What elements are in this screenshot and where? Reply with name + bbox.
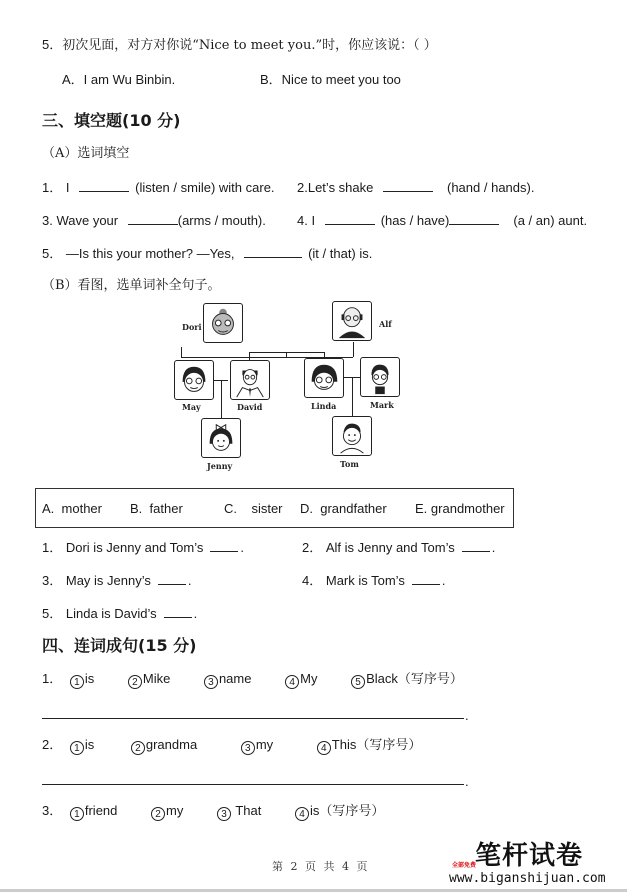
option-b <box>260 72 401 88</box>
option-text: I am Wu Binbin. <box>83 72 176 87</box>
answer-blank[interactable] <box>210 539 238 552</box>
number-circle: 2 <box>151 807 165 821</box>
period: . <box>187 573 192 588</box>
number-circle: 4 <box>317 741 331 755</box>
period: . <box>441 573 446 588</box>
connector <box>352 377 353 417</box>
word: is <box>84 737 95 752</box>
item-number: 5． <box>42 246 63 261</box>
watermark-title: 笔杆试卷 <box>475 841 584 871</box>
answer-blank[interactable] <box>412 572 440 585</box>
answer-blank[interactable] <box>128 212 178 225</box>
instruction-note: （写序号） <box>319 804 385 819</box>
item-text: Wave your <box>56 213 119 228</box>
name-label: Dori <box>182 322 202 332</box>
name-label: Linda <box>311 401 337 411</box>
word: My <box>300 671 318 686</box>
option-label: B． <box>260 72 282 87</box>
number-circle: 3 <box>241 741 255 755</box>
name-label: Tom <box>340 459 359 469</box>
question-5 <box>42 37 437 54</box>
item-number: 4. <box>297 213 308 228</box>
item-number: 2. <box>297 180 308 195</box>
fill-item-3 <box>42 212 266 229</box>
answer-blank[interactable] <box>449 212 499 225</box>
period: . <box>465 774 469 789</box>
word: name <box>218 671 252 686</box>
item-number: 3. <box>42 213 53 228</box>
portrait-david <box>230 360 270 400</box>
word: is <box>310 803 320 818</box>
item-text: I <box>311 213 316 228</box>
item-number: 4． <box>302 573 323 588</box>
option-text: Nice to meet you too <box>281 72 401 87</box>
word: friend <box>84 803 118 818</box>
word-text: grandfather <box>320 501 387 516</box>
connector <box>221 380 222 422</box>
page-number: 第 2 页 共 4 页 <box>272 860 370 873</box>
number-circle: 2 <box>131 741 145 755</box>
portrait-tom <box>332 416 372 456</box>
number-circle: 4 <box>285 675 299 689</box>
answer-blank[interactable] <box>158 572 186 585</box>
item-text: (a / an) aunt. <box>513 213 588 228</box>
answer-blank[interactable] <box>383 179 433 192</box>
word: grandma <box>145 737 198 752</box>
portrait-linda <box>304 358 344 398</box>
item-text: Dori is Jenny and Tom’s <box>65 540 204 555</box>
fill-item-5 <box>42 245 372 262</box>
word-bank-b <box>130 501 183 517</box>
name-label: David <box>237 402 263 412</box>
word: Black <box>366 671 398 686</box>
item-text: Mark is Tom’s <box>325 573 405 588</box>
word: my <box>166 803 184 818</box>
answer-blank[interactable] <box>244 245 302 258</box>
item-text: Let’s shake <box>307 180 374 195</box>
connector <box>249 352 324 353</box>
item-text: Alf is Jenny and Tom’s <box>325 540 455 555</box>
name-label: Jenny <box>207 461 233 471</box>
fill-item-1 <box>42 179 275 196</box>
fill-item-2 <box>297 179 534 196</box>
period: . <box>240 540 245 555</box>
word-text: mother <box>61 501 102 516</box>
item-number: 2． <box>302 540 323 555</box>
connector <box>181 347 182 357</box>
item-number: 1． <box>42 180 63 195</box>
item-text: (arms / mouth). <box>177 213 266 228</box>
item-text: (listen / smile) with care. <box>135 180 275 195</box>
item-text: (has / have) <box>380 213 450 228</box>
number-circle: 1 <box>70 807 84 821</box>
number-circle: 2 <box>128 675 142 689</box>
answer-blank[interactable] <box>79 179 129 192</box>
part-a-title: （A）选词填空 <box>42 146 130 161</box>
number-circle: 4 <box>295 807 309 821</box>
word: Mike <box>142 671 171 686</box>
word: This <box>331 737 357 752</box>
period: . <box>465 708 469 723</box>
item-text: (it / that) is. <box>308 246 373 261</box>
instruction-note: （写序号） <box>356 738 422 753</box>
question-prompt: 初次见面，对方对你说“Nice to meet you.”时，你应该说：（ ） <box>62 38 437 53</box>
word-text: grandmother <box>430 501 505 516</box>
family-tree-image <box>160 295 420 475</box>
item-text: May is Jenny’s <box>65 573 151 588</box>
section-3-heading: 三、填空题(10 分) <box>42 111 181 130</box>
item-number: 5． <box>42 606 63 621</box>
connector <box>249 352 250 360</box>
answer-line-1[interactable] <box>42 718 464 719</box>
order-item-1 <box>42 671 463 689</box>
item-text: Linda is David’s <box>65 606 157 621</box>
item-number: 1． <box>42 540 63 555</box>
number-circle: 5 <box>351 675 365 689</box>
word-bank-d <box>300 501 387 517</box>
picture-item-3 <box>42 572 192 589</box>
word-label: D. <box>300 501 313 516</box>
answer-blank[interactable] <box>164 605 192 618</box>
watermark-tag: 全部免费 <box>452 863 477 869</box>
name-label: Alf <box>379 319 392 329</box>
number-circle: 1 <box>70 741 84 755</box>
instruction-note: （写序号） <box>397 672 463 687</box>
word-text: father <box>149 501 183 516</box>
item-text: (hand / hands). <box>447 180 535 195</box>
item-number: 3． <box>42 803 63 818</box>
portrait-may <box>174 360 214 400</box>
watermark-url: www.biganshijuan.com <box>449 871 606 886</box>
part-b-title: （B）看图，选单词补全句子。 <box>42 278 221 293</box>
period: . <box>491 540 496 555</box>
picture-item-4 <box>302 572 445 589</box>
section-4-heading: 四、连词成句(15 分) <box>42 636 197 655</box>
item-number: 3． <box>42 573 63 588</box>
answer-blank[interactable] <box>325 212 375 225</box>
item-text: —Is this your mother? —Yes, <box>65 246 235 261</box>
portrait-jenny <box>201 418 241 458</box>
order-item-3 <box>42 803 384 821</box>
word: That <box>231 803 262 818</box>
word-bank-e <box>415 501 505 517</box>
number-circle: 1 <box>70 675 84 689</box>
portrait-mark <box>360 357 400 397</box>
portrait-alf <box>332 301 372 341</box>
item-number: 2． <box>42 737 63 752</box>
item-text: I <box>65 180 70 195</box>
word-label: B. <box>130 501 143 516</box>
picture-item-5 <box>42 605 197 622</box>
question-number: 5． <box>42 37 63 52</box>
option-label: A． <box>62 72 84 87</box>
order-item-2 <box>42 737 421 755</box>
picture-item-1 <box>42 539 244 556</box>
answer-blank[interactable] <box>462 539 490 552</box>
portrait-dori <box>203 303 243 343</box>
fill-item-4 <box>297 212 587 229</box>
option-a <box>62 72 175 88</box>
word-label: A. <box>42 501 55 516</box>
answer-line-2[interactable] <box>42 784 464 785</box>
word-label: E. <box>415 501 428 516</box>
period: . <box>193 606 198 621</box>
name-label: Mark <box>370 400 394 410</box>
word: is <box>84 671 95 686</box>
number-circle: 3 <box>217 807 231 821</box>
item-number: 1． <box>42 671 63 686</box>
word: my <box>255 737 274 752</box>
picture-item-2 <box>302 539 495 556</box>
connector <box>353 342 354 357</box>
word-text: sister <box>251 501 283 516</box>
word-bank-a <box>42 501 102 517</box>
word-label: C. <box>224 501 237 516</box>
number-circle: 3 <box>204 675 218 689</box>
name-label: May <box>182 402 201 412</box>
word-bank-c <box>224 501 283 517</box>
